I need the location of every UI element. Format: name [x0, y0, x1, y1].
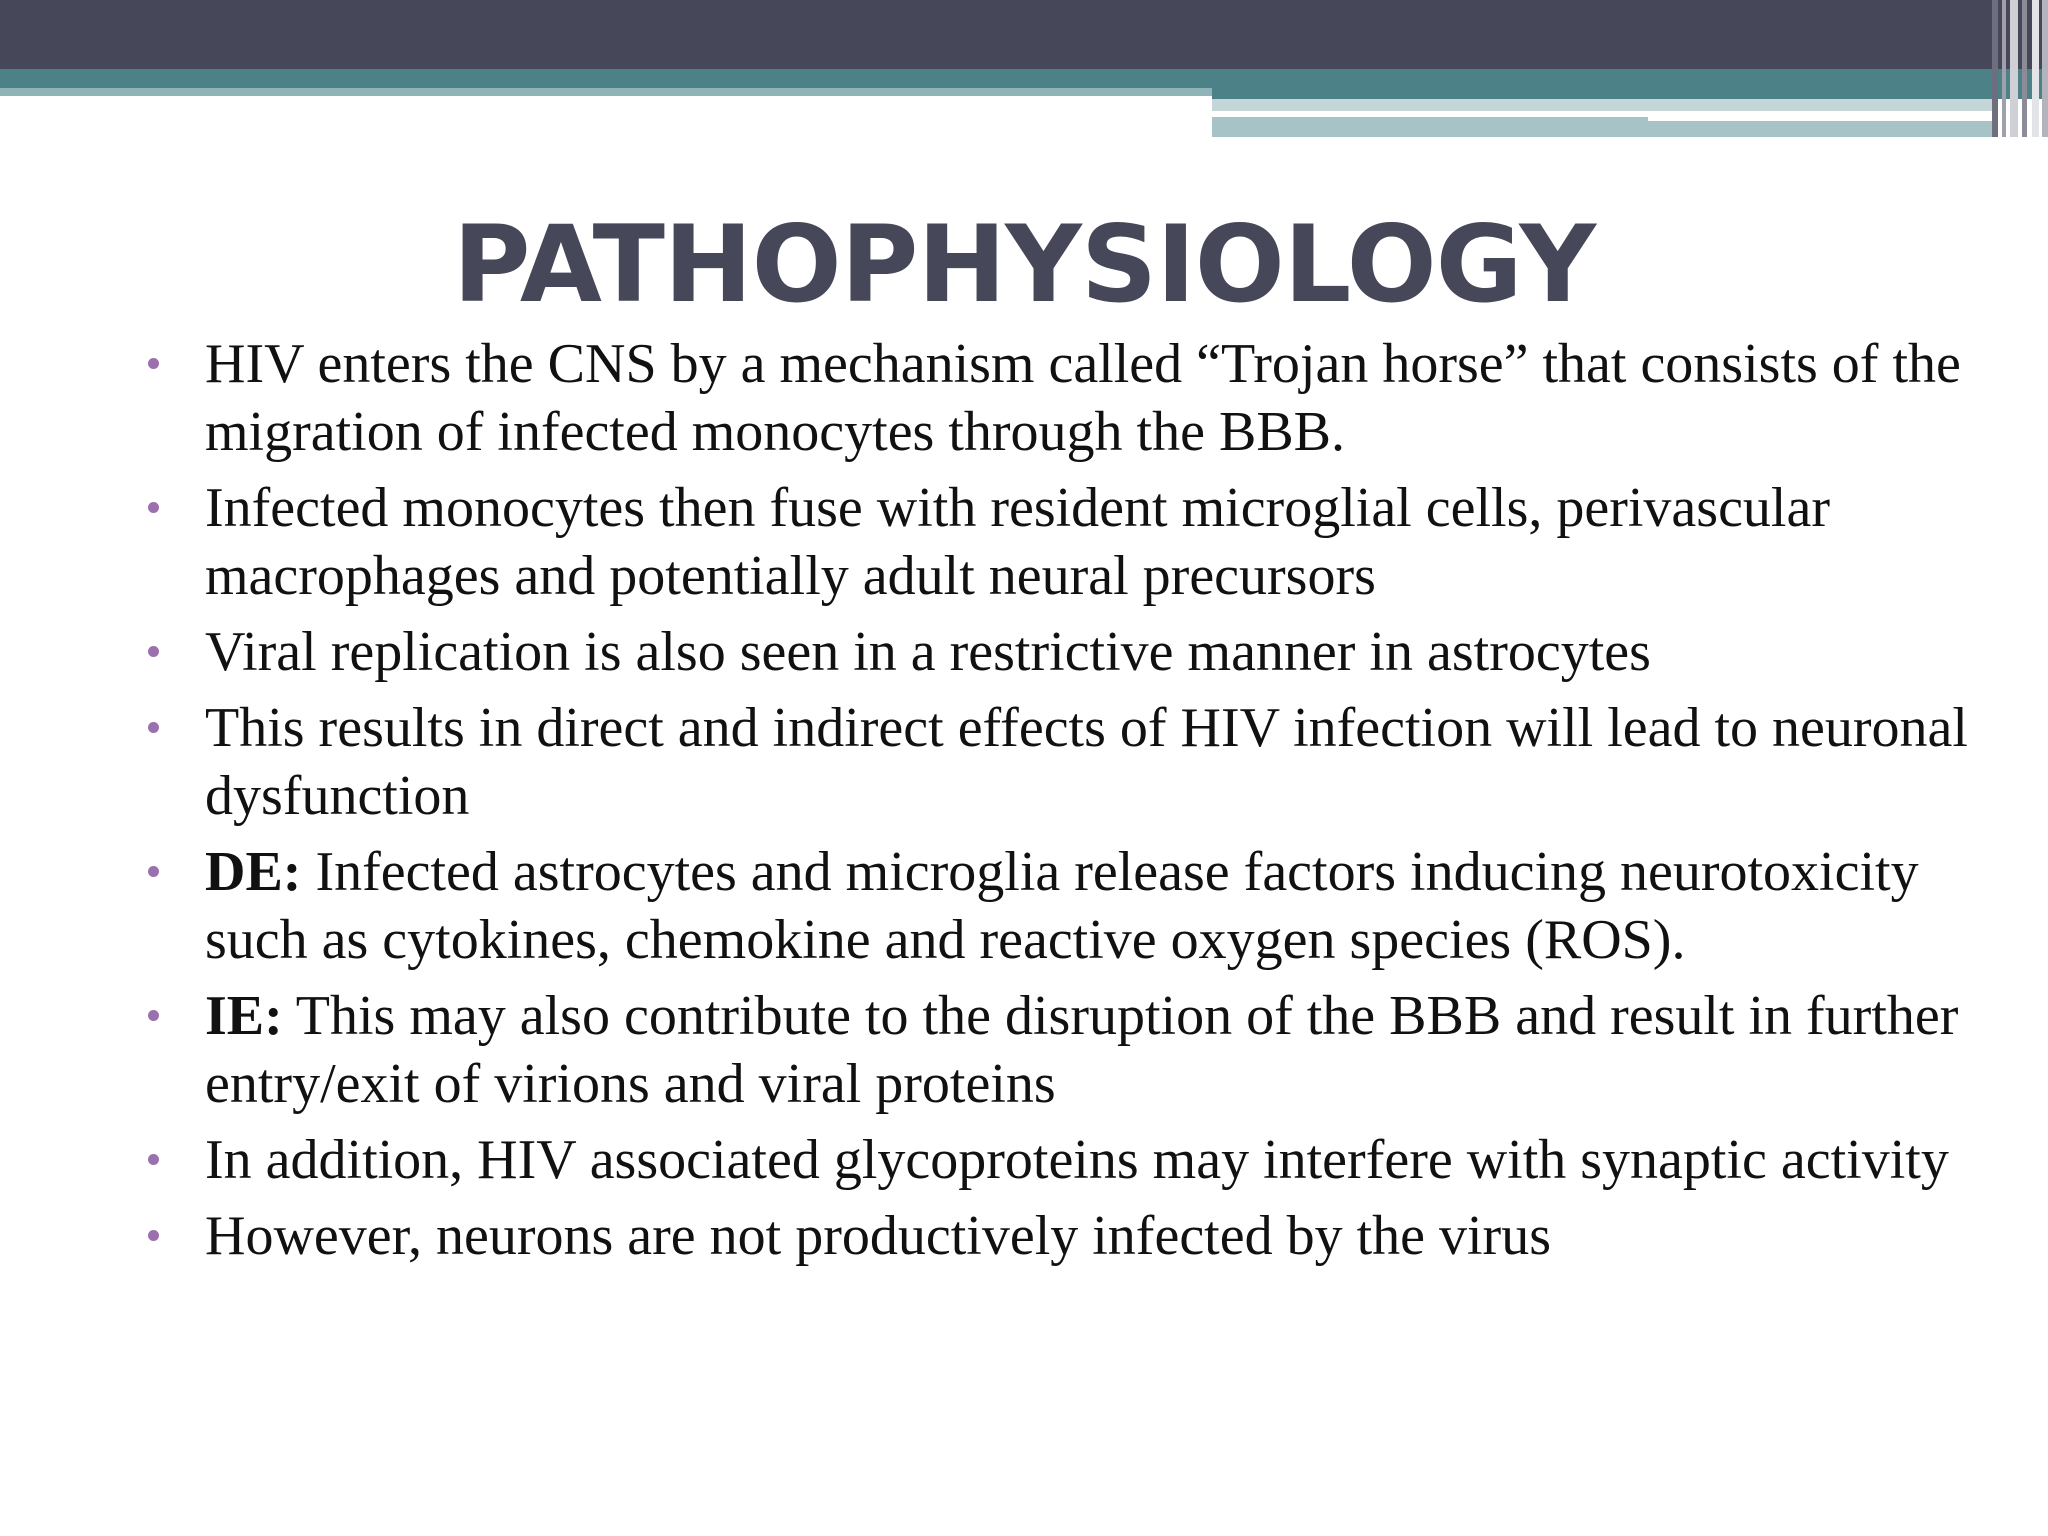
- bullet-text: This may also contribute to the disruption of the BBB and result in further entry/exit of virions and viral proteins: [205, 985, 1959, 1115]
- bullet-item: [148, 982, 1988, 1118]
- bullet-dot-icon: [148, 722, 159, 733]
- bullet-list: [148, 330, 1988, 1278]
- bullet-text: This results in direct and indirect effects of HIV infection will lead to neuronal dysfunction: [205, 697, 1968, 827]
- bullet-item: [148, 618, 1988, 686]
- bullet-dot-icon: [148, 1230, 159, 1241]
- bullet-dot-icon: [148, 1010, 159, 1021]
- bullet-item: [148, 1202, 1988, 1270]
- slide-title: PATHOPHYSIOLOGY: [452, 203, 1596, 326]
- header-band-gap: [0, 96, 1212, 106]
- bullet-dot-icon: [148, 646, 159, 657]
- header-band-dark: [0, 0, 2048, 69]
- bullet-lead-ie: IE:: [205, 985, 283, 1047]
- bullet-dot-icon: [148, 866, 159, 877]
- bullet-item: [148, 838, 1988, 974]
- bullet-dot-icon: [148, 1154, 159, 1165]
- bullet-text: In addition, HIV associated glycoproteins may interfere with synaptic activity: [205, 1129, 1949, 1191]
- bullet-item: [148, 694, 1988, 830]
- bullet-lead-de: DE:: [205, 841, 302, 903]
- header-band-right-lower-2: [1648, 121, 1992, 137]
- bullet-text: HIV enters the CNS by a mechanism called “Trojan horse” that consists of the migration of infected monocytes through the BBB.: [205, 333, 1961, 463]
- bullet-item: [148, 474, 1988, 610]
- header-band-accent: [0, 88, 1212, 96]
- header-band-right-lower: [1212, 117, 1648, 137]
- bullet-text: Infected monocytes then fuse with resident microglial cells, perivascular macrophages and potentially adult neural precursors: [205, 477, 1830, 607]
- bullet-item: [148, 330, 1988, 466]
- header-band-right-light: [1212, 99, 1992, 111]
- header-stripes: [1992, 0, 2048, 137]
- bullet-text: Infected astrocytes and microglia release factors inducing neurotoxicity such as cytokines, chemokine and reactive oxygen species (ROS).: [205, 841, 1919, 971]
- bullet-text: Viral replication is also seen in a restrictive manner in astrocytes: [205, 621, 1651, 683]
- bullet-dot-icon: [148, 502, 159, 513]
- bullet-text: However, neurons are not productively infected by the virus: [205, 1205, 1551, 1267]
- bullet-dot-icon: [148, 358, 159, 369]
- bullet-item: [148, 1126, 1988, 1194]
